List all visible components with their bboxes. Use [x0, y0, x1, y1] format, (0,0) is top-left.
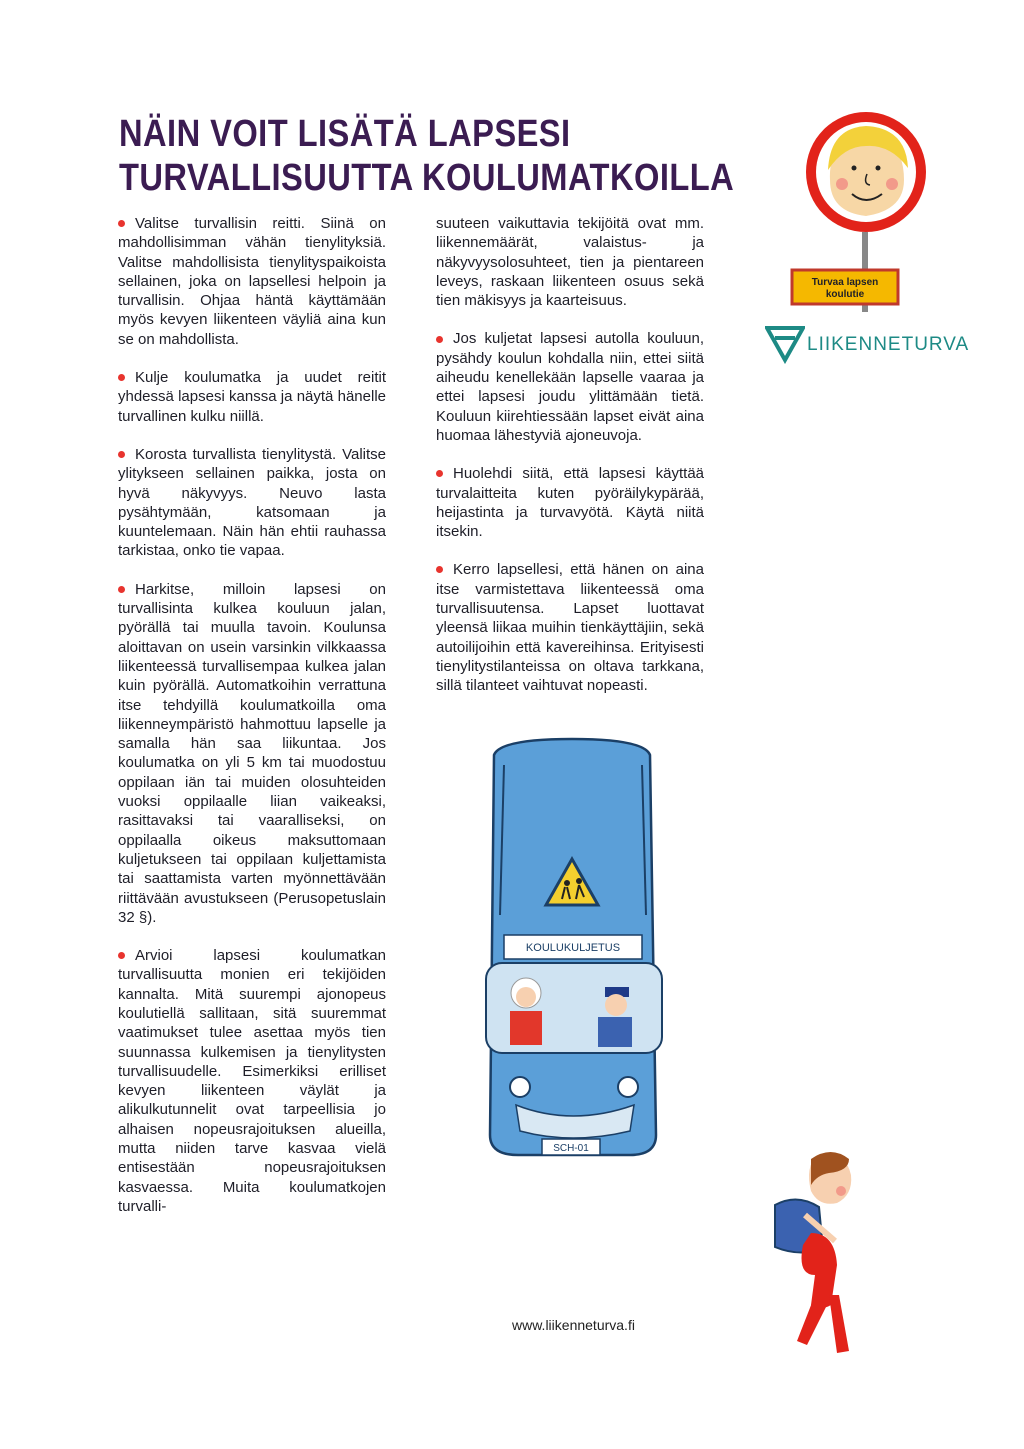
page-title	[119, 112, 735, 200]
paragraph	[436, 464, 704, 541]
title-line-1: NÄIN VOIT LISÄTÄ LAPSESI	[119, 113, 571, 155]
footer-url: www.liikenneturva.fi	[512, 1317, 635, 1333]
paragraph-text: Kerro lapsellesi, että hänen on aina itse varmistettava liikenteessä oma turvallisuutensa. Lapset luottavat yleensä liikaa muihin tienkäyttäjiin, sekä autoilijoihin että kavereihinsa. Erityisesti tienylitystilanteissa on oltava tarkkana, sillä tilanteet vaihtuvat nopeasti.	[436, 561, 704, 695]
paragraph	[118, 445, 386, 561]
walking-child-illustration	[745, 1145, 865, 1380]
bullet-icon	[118, 586, 125, 593]
paragraph	[436, 329, 704, 445]
paragraph-text: Kulje koulumatka ja uudet reitit yhdessä lapsesi kanssa ja näytä hänelle turvallinen kulku niillä.	[118, 369, 386, 425]
paragraph	[118, 214, 386, 349]
sign-text-line-1: Turvaa lapsen	[811, 277, 879, 288]
bullet-icon	[436, 336, 443, 343]
title-line-2: TURVALLISUUTTA KOULUMATKOILLA	[119, 157, 735, 199]
left-column	[118, 214, 386, 1235]
paragraph	[118, 946, 386, 1216]
paragraph	[436, 214, 704, 310]
bullet-icon	[118, 220, 125, 227]
paragraph-text: Arvioi lapsesi koulumatkan turvallisuutta monien eri tekijöiden kannalta. Mitä suurempi ajonopeus koulutiellä sallitaan, sitä suuremmat vaatimukset tulee asettaa myös tien suunnassa kulkemisen ja tienylitysten turvallisuudelle. Esimerkiksi erilliset kevyen liikenteen väylät ja alikulkutunnelit ovat tarpeellisia jo alhaisen nopeusrajoituksen alueilla, mutta niiden tarve kasvaa vielä entisestään nopeusrajoituksen kasvaessa. Muita koulumatkojen turvalli-	[118, 947, 386, 1215]
paragraph	[118, 580, 386, 927]
liikenneturva-logo-icon	[765, 324, 805, 369]
bullet-icon	[436, 470, 443, 477]
paragraph-text: Korosta turvallista tienylitystä. Valitse ylitykseen sellainen paikka, josta on hyvä näkyvyys. Neuvo lasta pysähtymään, katsomaan ja kuuntelemaan. Näin hän ehtii rauhassa tarkistaa, onko tie vapaa.	[118, 445, 386, 560]
bullet-icon	[118, 374, 125, 381]
bus-sign-text: KOULUKULJETUS	[525, 942, 621, 954]
bullet-icon	[118, 451, 125, 458]
paragraph-text: Harkitse, milloin lapsesi on turvallisinta kulkea kouluun jalan, pyörällä tai muulla tavoin. Koulunsa aloittavan on usein varsinkin vilkkaassa liikenteessä turvallisempaa kulkea jalan kuin pyörällä. Automatkoihin verrattuna itse tehdyillä koulumatkoilla oma liikenneympäristö hahmottuu lapselle ja samalla hän saa liikuntaa. Jos koulumatka on yli 5 km tai muodostuu oppilaan iän tai muiden olosuhteiden vuoksi oppilaalle liian vaikeaksi, rasittavaksi tai vaaralliseksi, on oppilaalla oikeus maksuttomaan kuljetukseen tai oppilaan kuljettamista tai saattamista varten myönnettävään riittävään avustukseen (Perusopetuslain 32 §).	[118, 580, 386, 926]
bus-plate-text: SCH-01	[553, 1143, 589, 1154]
paragraph-text: Huolehdi siitä, että lapsesi käyttää turvalaitteita kuten pyöräilykypärää, heijastinta ja turvavyötä. Käytä niitä itsekin.	[436, 465, 704, 541]
paragraph-text: Jos kuljetat lapsesi autolla kouluun, pysähdy koulun kohdalla niin, ettei siitä aiheudu kenellekään lapselle vaaraa ja ettei lapsesi joudu ylittämään tietä. Kouluun kiirehtiessään lapset eivät aina huomaa lähestyviä ajoneuvoja.	[436, 330, 704, 444]
sign-text-line-2: koulutie	[825, 289, 865, 300]
school-bus-illustration	[460, 735, 685, 1180]
paragraph-text: Valitse turvallisin reitti. Siinä on mahdollisimman vähän tienylityksiä. Valitse mahdollisista tienylityspaikoista sellainen, joka on lapsellesi helpoin ja turvallisin. Ohjaa häntä käyttämään myös kevyen liikenteen väyliä aina kun se on mahdollista.	[118, 215, 386, 348]
paragraph	[118, 368, 386, 426]
bullet-icon	[118, 952, 125, 959]
right-column	[436, 214, 704, 715]
liikenneturva-logo-text: LIIKENNETURVA	[807, 334, 970, 355]
paragraph	[436, 560, 704, 695]
paragraph-text: suuteen vaikuttavia tekijöitä ovat mm. liikennemäärät, valaistus- ja näkyvyysolosuhteet, tien ja pientareen leveys, raskaan liikenteen osuus sekä tien mäkisyys ja kaarteisuus.	[436, 215, 704, 310]
bullet-icon	[436, 566, 443, 573]
